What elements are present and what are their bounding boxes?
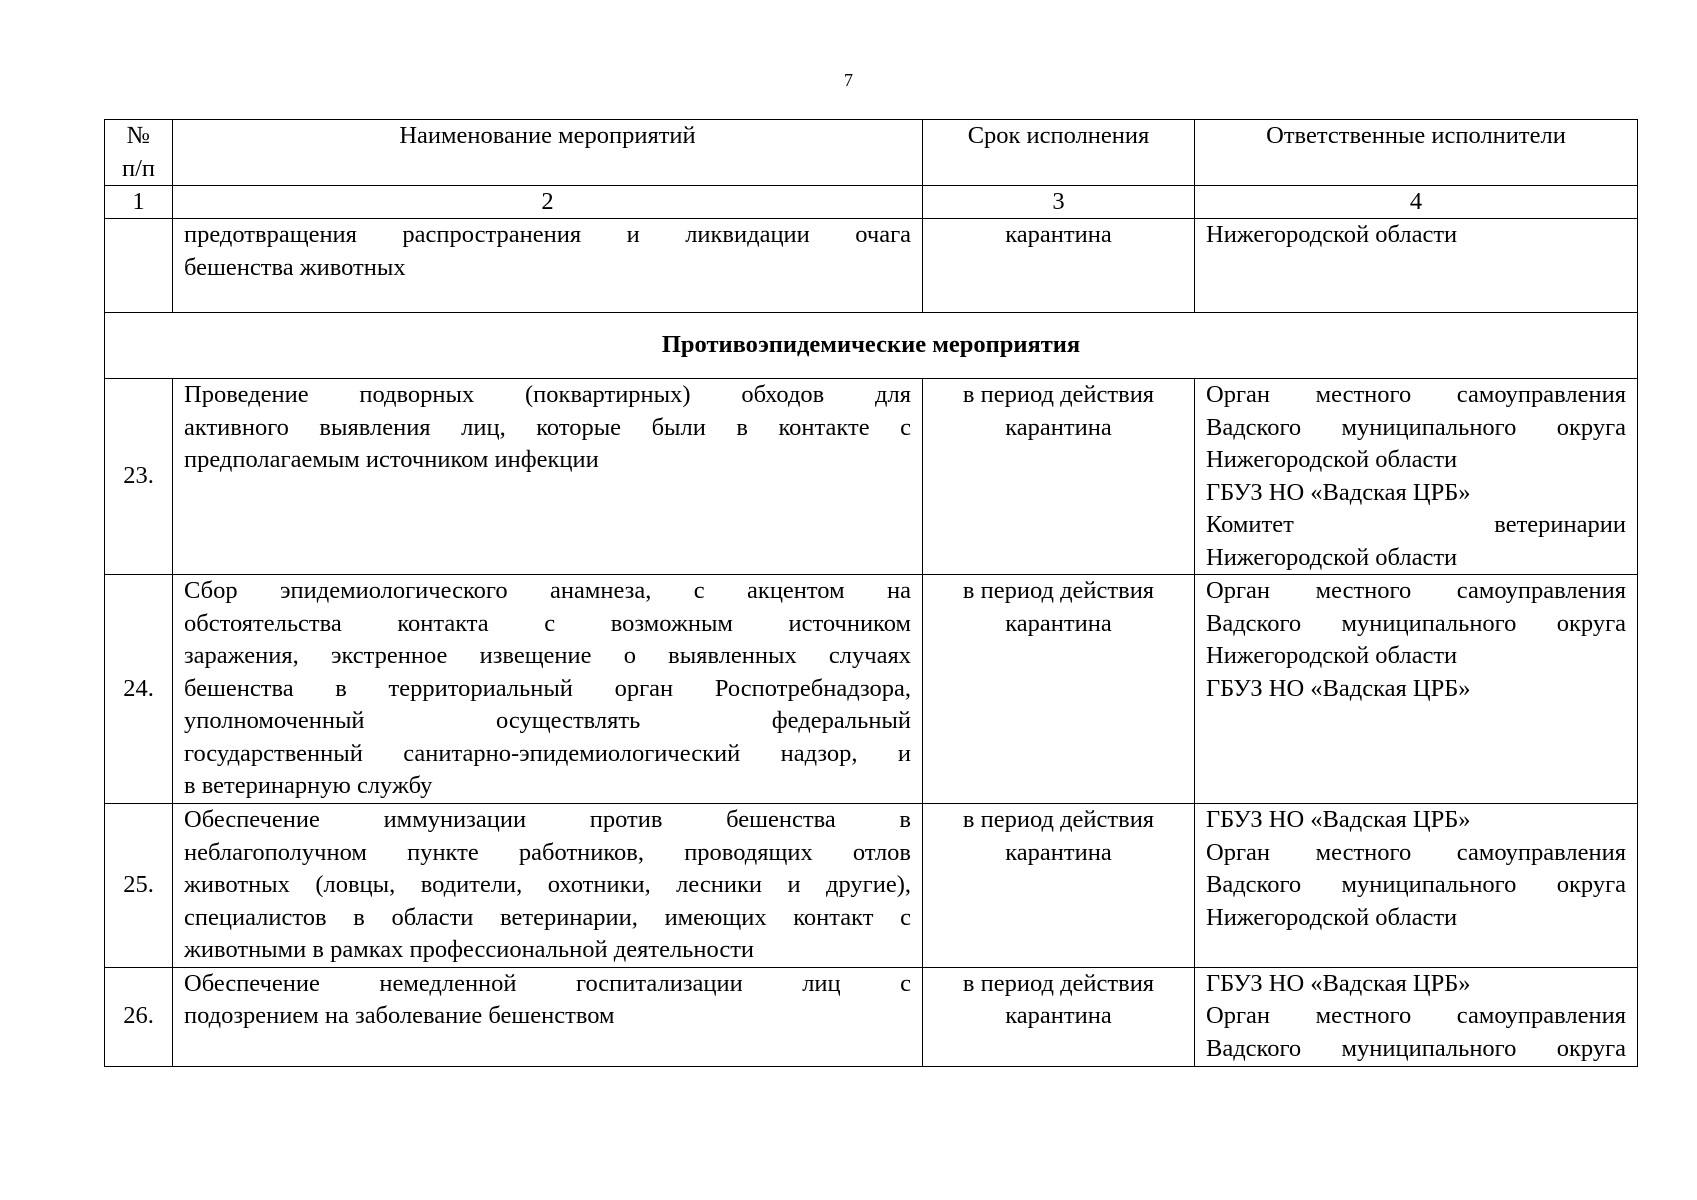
row-number: [105, 219, 173, 313]
measure-name-line: обстоятельства контакта с возможным источником: [184, 609, 911, 637]
column-number: 1: [105, 186, 173, 219]
responsible-line: Нижегородской области: [1206, 903, 1458, 931]
page-number: 7: [844, 70, 853, 90]
responsible-line: Вадского муниципального округа: [1206, 871, 1626, 898]
measure-name: [173, 219, 923, 313]
responsible-line: ГБУЗ НО «Вадская ЦРБ»: [1206, 969, 1471, 997]
responsible-executors: [1195, 379, 1638, 575]
term-line: карантина: [1005, 609, 1112, 637]
measure-name-line: Обеспечение иммунизации против бешенства в: [184, 806, 911, 833]
measure-name-line: в ветеринарную службу: [184, 772, 433, 799]
term-line: в период действия: [962, 381, 1155, 408]
responsible-line: ГБУЗ НО «Вадская ЦРБ»: [1206, 478, 1471, 506]
responsible-executors: [1195, 575, 1638, 804]
responsible-line: Вадского муниципального округа: [1206, 1034, 1626, 1062]
measure-name-line: предотвращения распространения и ликвидации очага: [184, 221, 911, 248]
table-row: [105, 575, 1638, 804]
measure-name-line: бешенства животных: [184, 253, 406, 281]
responsible-line: Орган местного самоуправления: [1206, 1002, 1626, 1029]
measure-name-line: неблагополучном пункте работников, проводящих отлов: [184, 838, 911, 866]
responsible-line: Вадского муниципального округа: [1206, 609, 1626, 637]
term-line: карантина: [1005, 838, 1112, 866]
measure-name-line: животными в рамках профессиональной деятельности: [184, 936, 755, 963]
section-title: Противоэпидемические мероприятия: [105, 313, 1638, 379]
column-number: 2: [173, 186, 923, 219]
responsible-line: Нижегородской области: [1206, 221, 1458, 248]
row-number: 26.: [105, 967, 173, 1066]
measure-name-line: Проведение подворных (поквартирных) обходов для: [184, 381, 911, 408]
table-row: [105, 967, 1638, 1066]
measure-name-line: специалистов в области ветеринарии, имеющих контакт с: [184, 903, 911, 931]
responsible-line: Нижегородской области: [1206, 446, 1458, 473]
header-name: Наименование мероприятий: [173, 120, 923, 186]
responsible-line: Орган местного самоуправления: [1206, 838, 1626, 866]
term-line: карантина: [1005, 1002, 1112, 1029]
responsible-line: Орган местного самоуправления: [1206, 381, 1626, 408]
header-number: [105, 120, 173, 186]
term-line: в период действия: [962, 577, 1155, 604]
responsible-line: Комитет ветеринарии: [1206, 511, 1626, 538]
responsible-line: Нижегородской области: [1206, 642, 1458, 669]
execution-term: [923, 804, 1195, 968]
row-number: 25.: [105, 804, 173, 968]
header-responsible: Ответственные исполнители: [1195, 120, 1638, 186]
section-row: [105, 313, 1638, 379]
measure-name-line: Сбор эпидемиологического анамнеза, с акцентом на: [184, 577, 911, 604]
measure-name-line: Обеспечение немедленной госпитализации лиц с: [184, 969, 911, 997]
measure-name-line: активного выявления лиц, которые были в контакте с: [184, 413, 911, 441]
execution-term: [923, 219, 1195, 313]
execution-term: [923, 379, 1195, 575]
measure-name: [173, 379, 923, 575]
measure-name: [173, 804, 923, 968]
responsible-executors: [1195, 804, 1638, 968]
continuation-row: [105, 219, 1638, 313]
header-number-line: п/п: [121, 154, 156, 182]
measure-name-line: уполномоченный осуществлять федеральный: [184, 707, 911, 734]
term-line: карантина: [1005, 221, 1112, 248]
term-line: в период действия: [962, 806, 1155, 833]
responsible-line: ГБУЗ НО «Вадская ЦРБ»: [1206, 806, 1471, 833]
header-number-line: №: [126, 122, 151, 149]
column-number-row: [105, 186, 1638, 219]
responsible-line: Орган местного самоуправления: [1206, 577, 1626, 604]
execution-term: [923, 575, 1195, 804]
responsible-executors: [1195, 219, 1638, 313]
measure-name: [173, 575, 923, 804]
responsible-line: Нижегородской области: [1206, 543, 1458, 571]
table-row: [105, 379, 1638, 575]
responsible-executors: [1195, 967, 1638, 1066]
execution-term: [923, 967, 1195, 1066]
column-number: 4: [1195, 186, 1638, 219]
column-number: 3: [923, 186, 1195, 219]
term-line: карантина: [1005, 413, 1112, 441]
measure-name-line: заражения, экстренное извещение о выявленных случаях: [184, 642, 911, 669]
measure-name-line: предполагаемым источником инфекции: [184, 446, 599, 473]
measure-name-line: животных (ловцы, водители, охотники, лесники и другие),: [184, 871, 911, 898]
header-term: Срок исполнения: [923, 120, 1195, 186]
measures-table: [104, 119, 1638, 1067]
responsible-line: Вадского муниципального округа: [1206, 413, 1626, 441]
measure-name-line: государственный санитарно-эпидемиологический надзор, и: [184, 739, 911, 767]
table-header-row: [105, 120, 1638, 186]
table-row: [105, 804, 1638, 968]
responsible-line: ГБУЗ НО «Вадская ЦРБ»: [1206, 674, 1471, 702]
row-number: 24.: [105, 575, 173, 804]
measure-name-line: бешенства в территориальный орган Роспотребнадзора,: [184, 674, 911, 702]
term-line: в период действия: [962, 969, 1155, 997]
measure-name: [173, 967, 923, 1066]
row-number: 23.: [105, 379, 173, 575]
measure-name-line: подозрением на заболевание бешенством: [184, 1002, 615, 1029]
